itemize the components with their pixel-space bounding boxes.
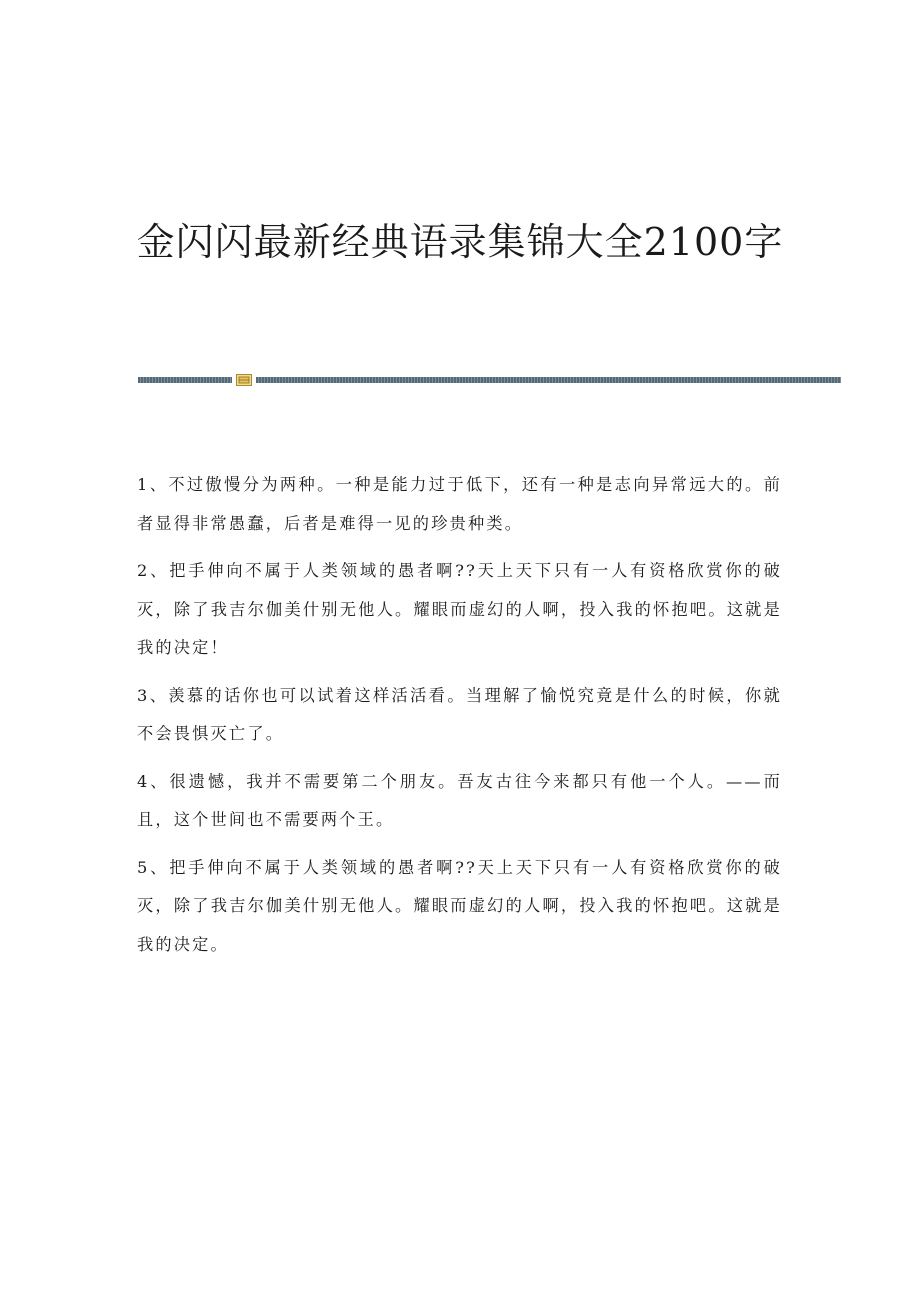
quote-paragraph: 5、把手伸向不属于人类领域的愚者啊??天上天下只有一人有资格欣赏你的破灭，除了我吉尔伽美什别无他人。耀眼而虚幻的人啊，投入我的怀抱吧。这就是我的决定。 [137, 857, 782, 954]
title-divider [138, 374, 841, 386]
quote-paragraph: 4、很遗憾，我并不需要第二个朋友。吾友古往今来都只有他一个人。——而且，这个世间也不需要两个王。 [137, 771, 782, 829]
quote-list [137, 466, 782, 973]
quote-paragraph: 2、把手伸向不属于人类领域的愚者啊??天上天下只有一人有资格欣赏你的破灭，除了我吉尔伽美什别无他人。耀眼而虚幻的人啊，投入我的怀抱吧。这就是我的决定！ [137, 561, 782, 657]
ornament-emblem-icon [236, 374, 252, 386]
divider-bar-right [256, 377, 841, 383]
divider-bar-left [138, 377, 232, 383]
document-title: 金闪闪最新经典语录集锦大全2100字 [136, 220, 784, 264]
quote-paragraph: 1、不过傲慢分为两种。一种是能力过于低下，还有一种是志向异常远大的。前者显得非常愚蠢，后者是难得一见的珍贵种类。 [137, 475, 782, 533]
quote-paragraph: 3、羡慕的话你也可以试着这样活活看。当理解了愉悦究竟是什么的时候，你就不会畏惧灭亡了。 [137, 685, 782, 743]
